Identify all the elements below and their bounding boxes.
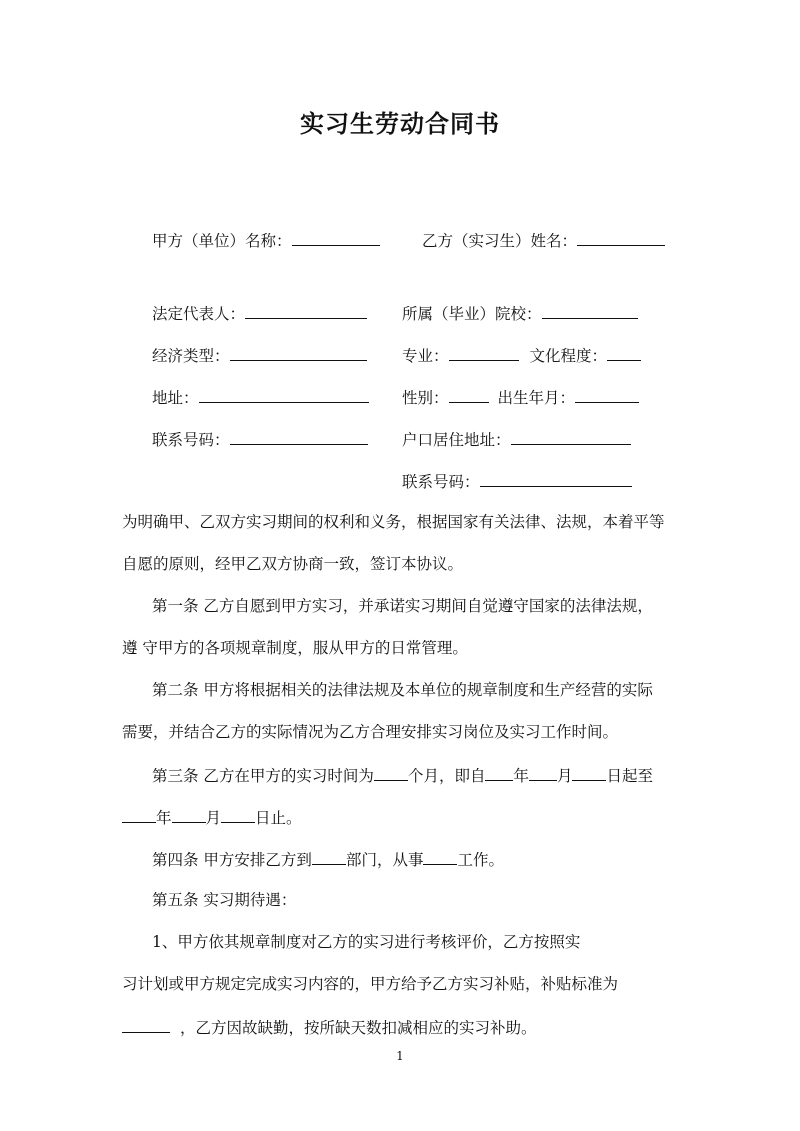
article-3-text-c: 年 (513, 767, 529, 785)
article-2-line-2: 需要，并结合乙方的实际情况为乙方合理安排实习岗位及实习工作时间。 (122, 723, 619, 741)
article-3-text-f: 年 (156, 809, 172, 827)
article-5-item-1-line-1: 1、甲方依其规章制度对乙方的实习进行考核评价，乙方按照实 (152, 933, 581, 951)
party-b-name-label: 乙方（实习生）姓名： (422, 232, 578, 250)
party-a-name-blank[interactable] (292, 229, 380, 246)
document-title: 实习生劳动合同书 (300, 110, 500, 138)
education-blank[interactable] (607, 344, 641, 361)
article-4-text-b: 部门，从事 (345, 851, 424, 869)
intro-line-1: 为明确甲、乙双方实习期间的权利和义务，根据国家有关法律、法规，本着平等 (122, 513, 665, 531)
article-4-text-c: 工作。 (457, 851, 504, 869)
major-blank[interactable] (449, 344, 519, 361)
gender-field (402, 386, 639, 408)
gender-blank[interactable] (449, 386, 489, 403)
end-year-blank[interactable] (122, 806, 156, 823)
economic-type-blank[interactable] (230, 344, 367, 361)
party-a-name-field (152, 229, 380, 251)
school-label: 所属（毕业）院校： (402, 305, 542, 323)
party-b-name-blank[interactable] (577, 229, 665, 246)
end-day-blank[interactable] (221, 806, 255, 823)
start-year-blank[interactable] (485, 764, 513, 781)
address-label: 地址： (152, 389, 199, 407)
phone-b-blank[interactable] (480, 470, 632, 487)
article-3-line-1 (152, 764, 653, 786)
article-4-line (152, 848, 504, 870)
phone-a-field (152, 428, 368, 450)
legal-rep-field (152, 302, 367, 324)
major-label: 专业： (402, 347, 449, 365)
article-3-text-b: 个月，即自 (407, 767, 486, 785)
party-b-name-field (422, 229, 665, 251)
article-5-heading: 第五条 实习期待遇： (152, 891, 297, 909)
gender-label: 性别： (402, 389, 449, 407)
school-field (402, 302, 638, 324)
article-1-line-1: 第一条 乙方自愿到甲方实习，并承诺实习期间自觉遵守国家的法律法规， (152, 597, 653, 615)
address-field (152, 386, 369, 408)
article-4-text-a: 第四条 甲方安排乙方到 (152, 851, 312, 869)
birth-blank[interactable] (575, 386, 639, 403)
article-3-text-d: 月 (556, 767, 573, 785)
subsidy-blank[interactable] (122, 1016, 170, 1033)
start-day-blank[interactable] (572, 764, 606, 781)
article-5-item-1-line-2: 习计划或甲方规定完成实习内容的，甲方给予乙方实习补贴，补贴标准为 (122, 975, 619, 993)
article-3-text-a: 第三条 乙方在甲方的实习时间为 (152, 767, 374, 785)
phone-a-label: 联系号码： (152, 431, 230, 449)
article-3-text-g: 月 (205, 809, 222, 827)
household-address-blank[interactable] (511, 428, 631, 445)
work-blank[interactable] (423, 848, 457, 865)
article-3-text-h: 日止。 (255, 809, 302, 827)
phone-b-field (402, 470, 632, 492)
months-blank[interactable] (374, 764, 408, 781)
page-number: 1 (396, 1049, 404, 1063)
address-blank[interactable] (199, 386, 369, 403)
start-month-blank[interactable] (529, 764, 557, 781)
major-field (402, 344, 641, 366)
department-blank[interactable] (312, 848, 346, 865)
article-5-text-end: ，乙方因故缺勤，按所缺天数扣减相应的实习补助。 (180, 1019, 537, 1037)
legal-rep-blank[interactable] (245, 302, 367, 319)
article-1-line-2: 遵 守甲方的各项规章制度，服从甲方的日常管理。 (122, 639, 468, 657)
birth-label: 出生年月： (497, 389, 575, 407)
article-5-item-1-line-3 (122, 1016, 537, 1038)
household-address-label: 户口居住地址： (402, 431, 511, 449)
economic-type-label: 经济类型： (152, 347, 230, 365)
economic-type-field (152, 344, 367, 366)
party-a-name-label: 甲方（单位）名称： (152, 232, 292, 250)
end-month-blank[interactable] (172, 806, 206, 823)
school-blank[interactable] (542, 302, 638, 319)
legal-rep-label: 法定代表人： (152, 305, 246, 323)
education-label: 文化程度： (529, 347, 607, 365)
article-3-line-2 (122, 806, 302, 828)
phone-b-label: 联系号码： (402, 473, 480, 491)
intro-line-2: 自愿的原则，经甲乙双方协商一致，签订本协议。 (122, 555, 464, 573)
household-address-field (402, 428, 631, 450)
phone-a-blank[interactable] (230, 428, 368, 445)
article-3-text-e: 日起至 (606, 767, 653, 785)
article-2-line-1: 第二条 甲方将根据相关的法律法规及本单位的规章制度和生产经营的实际 (152, 681, 653, 699)
